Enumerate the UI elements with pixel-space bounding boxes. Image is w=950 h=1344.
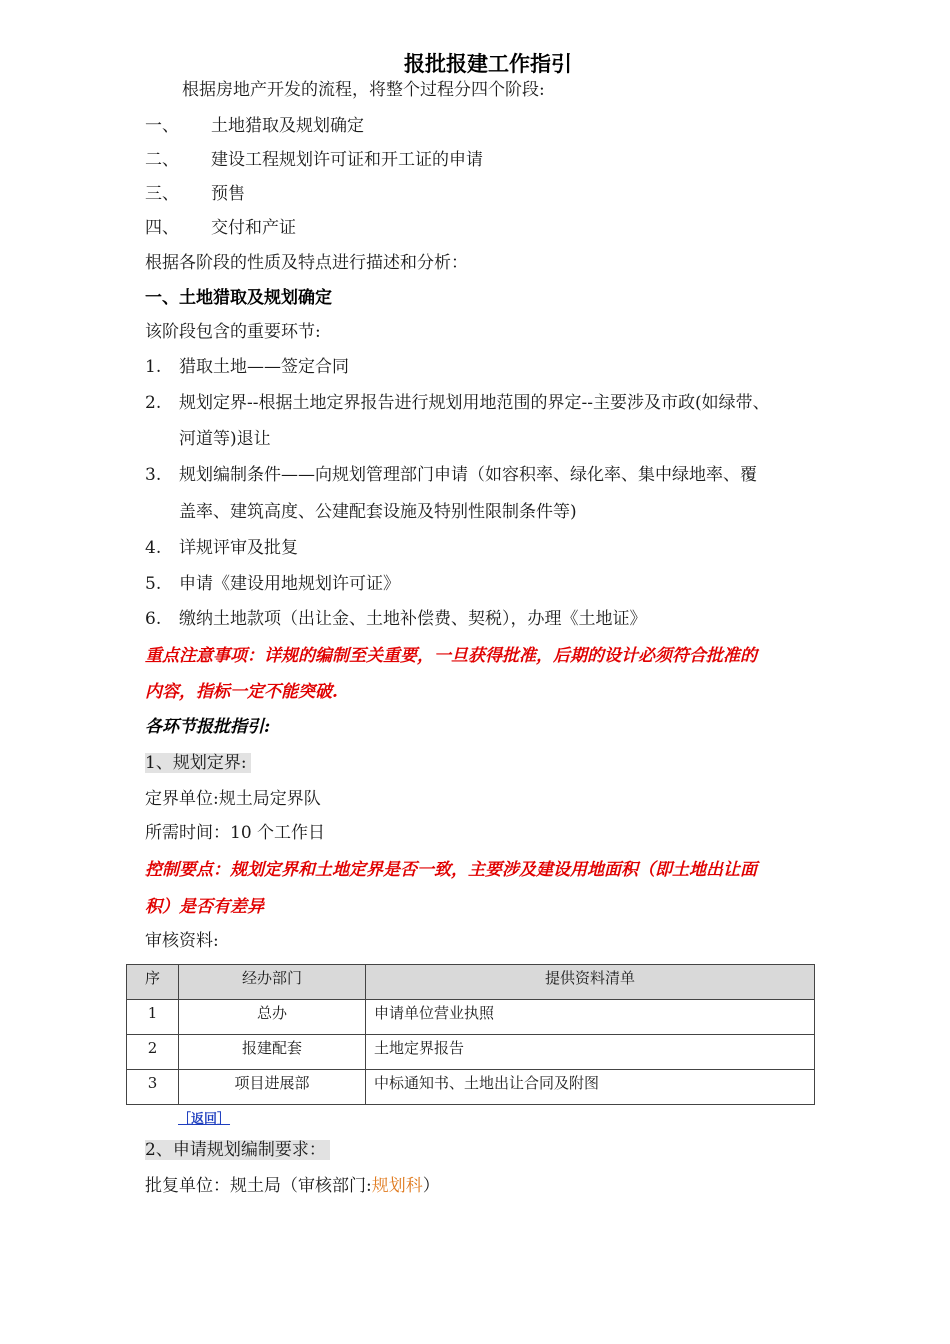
col-header-materials: 提供资料清单 — [366, 965, 815, 1000]
back-link[interactable]: ［返回］ — [178, 1112, 231, 1127]
step-item-5 — [145, 574, 400, 594]
cell-materials: 土地定界报告 — [366, 1035, 815, 1070]
step1-time: 所需时间：10 个工作日 — [145, 823, 326, 843]
step-number: 3. — [145, 465, 162, 485]
step2-heading-text: 2、申请规划编制要求： — [145, 1140, 330, 1160]
stage-item-3 — [145, 184, 245, 204]
step2-heading — [145, 1140, 330, 1160]
stage-label: 建设工程规划许可证和开工证的申请 — [211, 150, 483, 170]
step-number: 4. — [145, 538, 162, 558]
step-text: 规划定界--根据土地定界报告进行规划用地范围的界定--主要涉及市政(如绿带、 — [179, 393, 770, 413]
table-header-row — [127, 965, 815, 1000]
step1-control-line-2: 积）是否有差异 — [145, 897, 264, 917]
step-item-2 — [145, 393, 770, 413]
col-header-seq: 序 — [127, 965, 179, 1000]
stage-number: 四、 — [145, 218, 179, 238]
step1-unit: 定界单位:规土局定界队 — [145, 789, 321, 809]
cell-seq: 2 — [127, 1035, 179, 1070]
col-header-dept: 经办部门 — [179, 965, 366, 1000]
analysis-intro: 根据各阶段的性质及特点进行描述和分析： — [145, 253, 468, 273]
step-text: 猎取土地——签定合同 — [179, 357, 349, 377]
step-item-6 — [145, 609, 647, 629]
table-row — [127, 1070, 815, 1105]
stage-label: 交付和产证 — [211, 218, 296, 238]
step1-heading-text: 1、规划定界: — [145, 753, 251, 773]
cell-dept: 项目进展部 — [179, 1070, 366, 1105]
cell-seq: 1 — [127, 1000, 179, 1035]
stage-item-4 — [145, 218, 296, 238]
step-item-2-continued: 河道等)退让 — [179, 429, 271, 449]
stage-item-2 — [145, 150, 483, 170]
stage-number: 一、 — [145, 116, 179, 136]
approval-prefix: 批复单位：规土局（审核部门: — [145, 1176, 372, 1196]
step1-review-label: 审核资料: — [145, 931, 219, 951]
table-row — [127, 1000, 815, 1035]
step-number: 6. — [145, 609, 162, 629]
cell-materials: 中标通知书、土地出让合同及附图 — [366, 1070, 815, 1105]
step-text: 详规评审及批复 — [179, 538, 298, 558]
key-note-line-1: 重点注意事项：详规的编制至关重要，一旦获得批准，后期的设计必须符合批准的 — [145, 646, 757, 666]
cell-materials: 申请单位营业执照 — [366, 1000, 815, 1035]
intro-text: 根据房地产开发的流程，将整个过程分四个阶段: — [182, 80, 545, 100]
cell-dept: 报建配套 — [179, 1035, 366, 1070]
step-text: 缴纳土地款项（出让金、土地补偿费、契税），办理《土地证》 — [179, 609, 647, 629]
section-heading: 一、土地猎取及规划确定 — [145, 288, 332, 308]
cell-dept: 总办 — [179, 1000, 366, 1035]
step-number: 1. — [145, 357, 162, 377]
step1-control-line-1: 控制要点：规划定界和土地定界是否一致，主要涉及建设用地面积（即土地出让面 — [145, 860, 757, 880]
section-intro: 该阶段包含的重要环节: — [145, 322, 321, 342]
step-item-3-continued: 盖率、建筑高度、公建配套设施及特别性限制条件等) — [179, 502, 577, 522]
stage-item-1 — [145, 116, 364, 136]
step-text: 规划编制条件——向规划管理部门申请（如容积率、绿化率、集中绿地率、覆 — [179, 465, 757, 485]
step-number: 5. — [145, 574, 162, 594]
stage-label: 预售 — [211, 184, 245, 204]
step-text: 申请《建设用地规划许可证》 — [179, 574, 400, 594]
document-title: 报批报建工作指引 — [404, 52, 572, 76]
stage-number: 二、 — [145, 150, 179, 170]
stage-label: 土地猎取及规划确定 — [211, 116, 364, 136]
step1-heading — [145, 753, 251, 773]
approval-dept: 规划科 — [371, 1176, 423, 1196]
approval-suffix: ） — [422, 1176, 440, 1196]
step-item-4 — [145, 538, 298, 558]
table-row — [127, 1035, 815, 1070]
guide-heading: 各环节报批指引: — [145, 717, 271, 737]
step-item-1 — [145, 357, 349, 377]
stage-number: 三、 — [145, 184, 179, 204]
review-materials-table — [126, 964, 815, 1105]
step-item-3 — [145, 465, 757, 485]
cell-seq: 3 — [127, 1070, 179, 1105]
key-note-line-2: 内容，指标一定不能突破. — [145, 682, 338, 702]
step-number: 2. — [145, 393, 162, 413]
step2-approval — [145, 1176, 440, 1196]
